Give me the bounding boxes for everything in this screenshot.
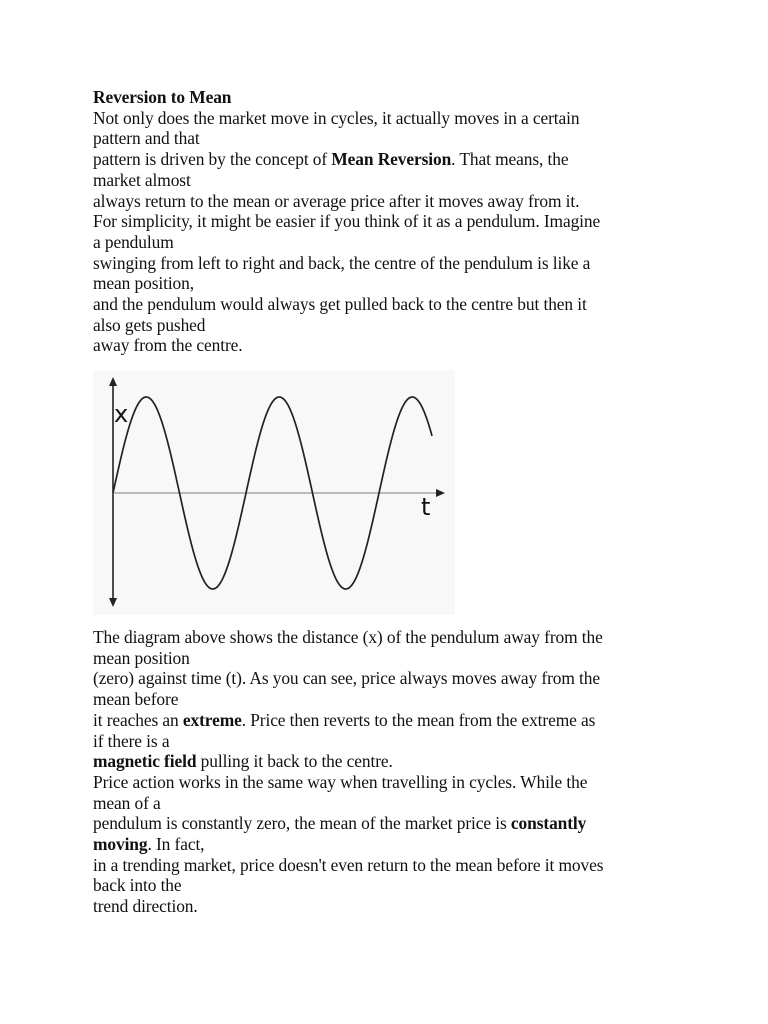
intro-text-block [93,87,683,356]
time-axis-arrow [436,489,445,497]
x-axis-label: t [421,493,431,521]
text-line: it reaches an extreme. Price then reverts to the mean from the extreme as [93,709,596,730]
vertical-axis-up-arrow [109,377,117,386]
text-line: back into the [93,875,182,896]
text-line: swinging from left to right and back, the centre of the pendulum is like a [93,252,591,273]
text-line: For simplicity, it might be easier if you think of it as a pendulum. Imagine [93,211,601,232]
text-line: market almost [93,169,191,190]
text-line: away from the centre. [93,335,243,356]
text-line: Price action works in the same way when travelling in cycles. While the [93,771,588,792]
pendulum-sine-diagram [93,370,455,615]
text-line: pattern and that [93,128,200,149]
text-line: a pendulum [93,231,174,252]
text-line: trend direction. [93,896,198,917]
text-line: mean position [93,647,190,668]
text-line: and the pendulum would always get pulled back to the centre but then it [93,294,587,315]
text-line: pendulum is constantly zero, the mean of the market price is constantly [93,813,587,834]
text-line: (zero) against time (t). As you can see, price always moves away from the [93,668,600,689]
text-line: magnetic field pulling it back to the centre. [93,751,393,772]
text-line: in a trending market, price doesn't even return to the mean before it moves [93,854,604,875]
text-line: Not only does the market move in cycles, it actually moves in a certain [93,107,580,128]
text-line: also gets pushed [93,314,206,335]
emphasis-moving: moving [93,834,148,855]
text-line: moving. In fact, [93,834,205,855]
text-line: mean position, [93,273,194,294]
emphasis-extreme: extreme [182,709,242,730]
y-axis-label: x [114,400,129,428]
text-line: always return to the mean or average price after it moves away from it. [93,190,580,211]
vertical-axis-down-arrow [109,598,117,607]
explanation-text-block [93,627,683,917]
emphasis-constantly: constantly [510,813,587,834]
text-line: if there is a [93,730,170,751]
text-line: mean of a [93,792,161,813]
section-heading: Reversion to Mean [93,87,232,107]
text-line: pattern is driven by the concept of Mean Reversion. That means, the [93,149,569,170]
sine-wave-figure [93,370,455,615]
text-line: mean before [93,689,179,710]
text-line: The diagram above shows the distance (x) of the pendulum away from the [93,627,603,647]
emphasis-magnetic-field: magnetic field [93,751,197,772]
emphasis-mean-reversion: Mean Reversion [331,149,452,170]
